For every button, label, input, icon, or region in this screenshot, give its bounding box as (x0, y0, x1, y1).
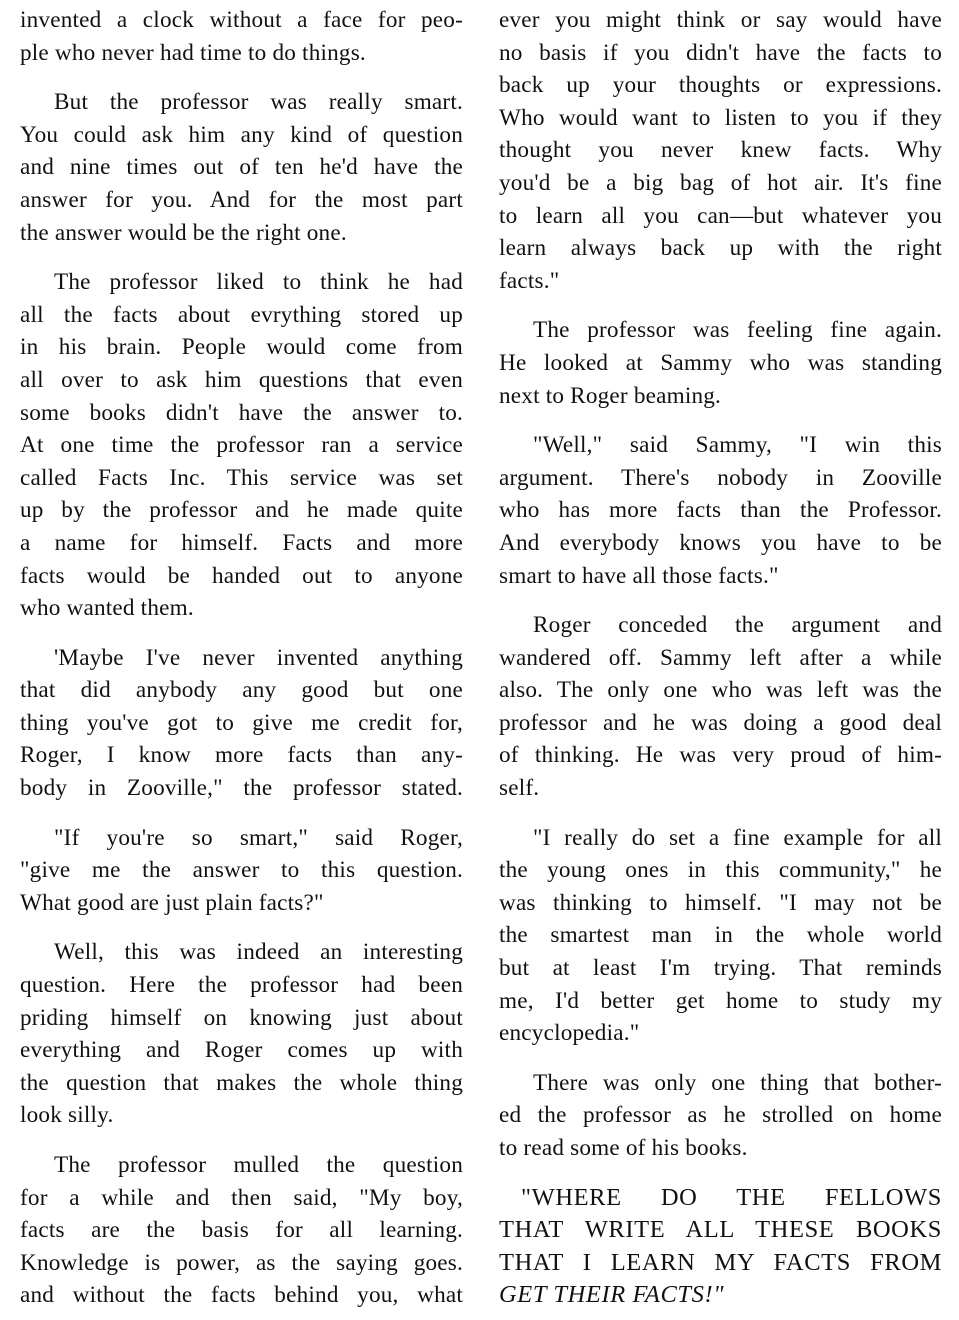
paragraph (20, 822, 463, 920)
text-line: Roger, I know more facts than any- (20, 742, 463, 769)
paragraph (499, 822, 942, 1050)
text-line: all the facts about evrything stored up (20, 301, 463, 328)
text-line: no basis if you didn't have the facts to (499, 39, 942, 66)
text-line: the young ones in this community," he (499, 857, 942, 884)
text-line: Roger conceded the argument and (533, 612, 942, 639)
text-line: At one time the professor ran a service (20, 432, 463, 459)
text-line: but at least I'm trying. That reminds (499, 955, 942, 982)
left-column (20, 4, 463, 1312)
text-line: The professor liked to think he had (54, 269, 463, 296)
text-line: THAT WRITE ALL THESE BOOKS (499, 1216, 942, 1244)
text-line: Well, this was indeed an interesting (54, 939, 463, 966)
text-line: and without the facts behind you, what (20, 1282, 463, 1309)
text-line: priding himself on knowing just about (20, 1004, 463, 1031)
text-line: What good are just plain facts?" (20, 889, 324, 916)
text-line: all over to ask him questions that even (20, 366, 463, 393)
text-line: thought you never knew facts. Why (499, 137, 942, 164)
text-line: "If you're so smart," said Roger, (54, 824, 463, 851)
text-line: There was only one thing that bother- (533, 1069, 942, 1096)
closing-quote (499, 1182, 942, 1312)
paragraph (499, 314, 942, 412)
text-line: He looked at Sammy who was standing (499, 349, 942, 376)
text-line: facts are the basis for all learning. (20, 1217, 463, 1244)
paragraph (499, 1067, 942, 1165)
text-line: "I really do set a fine example for all (533, 824, 942, 851)
text-line: in his brain. People would come from (20, 334, 463, 361)
text-line: to read some of his books. (499, 1135, 748, 1161)
text-line: back up your thoughts or expressions. (499, 72, 942, 99)
text-line: professor and he was doing a good deal (499, 709, 942, 736)
text-line: Knowledge is power, as the saying goes. (20, 1249, 463, 1276)
paragraph (20, 86, 463, 249)
text-line: "give me the answer to this question. (20, 857, 463, 884)
text-line: encyclopedia." (499, 1020, 640, 1047)
text-line: thing you've got to give me credit for, (20, 709, 463, 736)
text-line: of thinking. He was very proud of him- (499, 742, 942, 769)
paragraph (20, 266, 463, 625)
paragraph (20, 4, 463, 69)
text-line: smart to have all those facts." (499, 562, 779, 589)
text-line: learn always back up with the right (499, 235, 942, 262)
text-line: for a while and then said, "My boy, (20, 1184, 463, 1211)
text-line: you'd be a big bag of hot air. It's fine (499, 169, 942, 196)
text-line: ed the professor as he strolled on home (499, 1102, 942, 1129)
text-line: who has more facts than the Professor. (499, 497, 942, 524)
paragraph (20, 1149, 463, 1312)
text-line: to learn all you can—but whatever you (499, 202, 942, 229)
text-line: wandered off. Sammy left after a while (499, 644, 942, 671)
text-line: The professor was feeling fine again. (533, 317, 942, 344)
text-line: the question that makes the whole thing (20, 1069, 463, 1096)
text-line: The professor mulled the question (54, 1152, 463, 1178)
text-line: also. The only one who was left was the (499, 677, 942, 704)
text-line: argument. There's nobody in Zooville (499, 464, 942, 491)
text-line: ple who never had time to do things. (20, 39, 366, 66)
text-line: Who would want to listen to you if they (499, 104, 942, 131)
text-line: question. Here the professor had been (20, 972, 463, 999)
text-line: the smartest man in the whole world (499, 922, 942, 949)
right-column (499, 4, 942, 1312)
text-line: up by the professor and he made quite (20, 497, 463, 524)
text-line: And everybody knows you have to be (499, 529, 942, 556)
text-line: invented a clock without a face for peo- (20, 7, 463, 33)
text-line: ever you might think or say would have (499, 7, 942, 33)
paragraph (20, 936, 463, 1132)
text-line: "WHERE DO THE FELLOWS (521, 1183, 942, 1211)
text-line: who wanted them. (20, 595, 194, 622)
text-line: was thinking to himself. "I may not be (499, 889, 942, 916)
paragraph (499, 609, 942, 805)
text-line: answer for you. And for the most part (20, 186, 463, 213)
text-line: facts would be handed out to anyone (20, 562, 463, 589)
text-line: me, I'd better get home to study my (499, 987, 942, 1014)
text-line: THAT I LEARN MY FACTS FROM (499, 1248, 942, 1276)
text-line: and nine times out of ten he'd have the (20, 154, 463, 181)
text-line (499, 1279, 942, 1312)
text-line: everything and Roger comes up with (20, 1037, 463, 1064)
text-line: look silly. (20, 1102, 114, 1129)
text-line: "Well," said Sammy, "I win this (533, 432, 942, 459)
italic-text: GET THEIR FACTS!" (499, 1281, 725, 1309)
text-line: But the professor was really smart. (54, 89, 463, 116)
text-line: facts." (499, 267, 560, 294)
text-line: some books didn't have the answer to. (20, 399, 463, 426)
text-line: the answer would be the right one. (20, 219, 347, 246)
text-line: body in Zooville," the professor stated. (20, 775, 463, 802)
paragraph (20, 642, 463, 805)
text-line: next to Roger beaming. (499, 382, 722, 409)
paragraph (499, 4, 942, 297)
text-line: that did anybody any good but one (20, 677, 463, 704)
text-line: 'Maybe I've never invented anything (54, 644, 463, 671)
text-line: a name for himself. Facts and more (20, 529, 463, 556)
paragraph (499, 429, 942, 592)
text-line: You could ask him any kind of question (20, 121, 463, 148)
text-line: self. (499, 775, 540, 802)
text-line: called Facts Inc. This service was set (20, 464, 463, 491)
